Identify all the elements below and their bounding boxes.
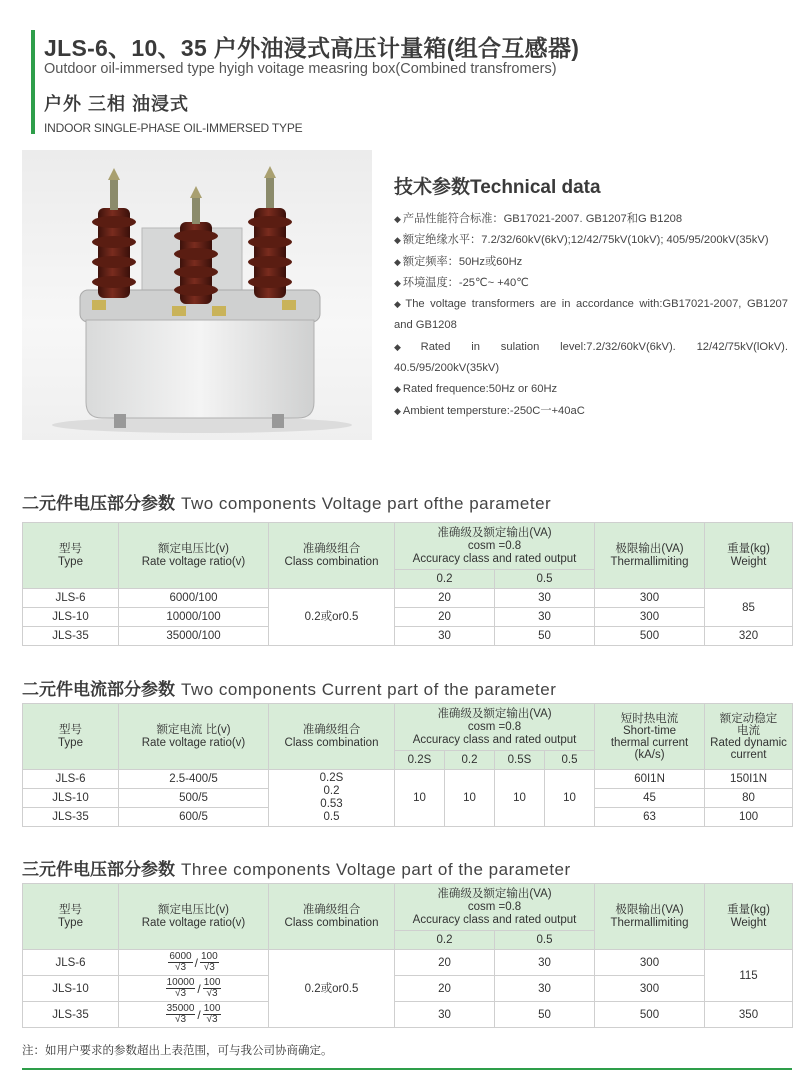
header-accuracy: 准确级及额定输出(VA) cosm =0.8 Accuracy class and rated output (395, 523, 595, 570)
weight-cell: 85 (705, 589, 793, 627)
table-row: JLS-35 600/5 63 100 (23, 808, 793, 827)
tech-item: ◆ 环境温度：-25℃~ +40℃ (394, 276, 529, 289)
class-cell: 0.2S 0.2 0.53 0.5 (269, 770, 395, 827)
diamond-bullet-icon: ◆ (394, 256, 401, 267)
ratio-fraction-cell: $\frac{6000}{√3}$ / $\frac{100}{√3}$ (119, 950, 269, 976)
page-title-english: Outdoor oil-immersed type hyigh voitage measring box(Combined transfromers) (44, 61, 557, 77)
title-accent-bar (31, 30, 35, 134)
bottom-divider (22, 1068, 792, 1070)
section-title-voltage-two: 二元件电压部分参数 Two components Voltage part ofthe parameter (22, 494, 552, 513)
section-title-voltage-three: 三元件电压部分参数 Three components Voltage part of the parameter (22, 860, 571, 879)
header-type: 型号 Type (23, 704, 119, 770)
table-row: JLS-35 $\frac{35000}{√3}$ / $\frac{100}{√3}$ 30 50 500 350 (23, 1002, 793, 1028)
ratio-fraction-cell: $\frac{10000}{√3}$ / $\frac{100}{√3}$ (119, 976, 269, 1002)
header-weight: 重量(kg) Weight (705, 523, 793, 589)
table-row: JLS-6 2.5-400/5 0.2S 0.2 0.53 0.5 10 10 10 10 60I1N 150I1N (23, 770, 793, 789)
table-row: JLS-6 6000/100 0.2或or0.5 20 30 300 85 (23, 589, 793, 608)
header-acc-col: 0.2 (395, 931, 495, 950)
diamond-bullet-icon: ◆ (394, 235, 401, 246)
header-acc-col: 0.2 (395, 570, 495, 589)
header-accuracy: 准确级及额定输出(VA) cosm =0.8 Accuracy class and rated output (395, 704, 595, 751)
product-photo (22, 150, 372, 440)
header-acc-col: 0.2 (445, 751, 495, 770)
insulator-right (248, 166, 292, 298)
page-subtitle-english: INDOOR SINGLE-PHASE OIL-IMMERSED TYPE (44, 121, 303, 135)
transformer-illustration (22, 150, 372, 440)
technical-data-block (394, 172, 788, 422)
header-ratio: 额定电压比(v) Rate voltage ratio(v) (119, 523, 269, 589)
table-voltage-three (22, 883, 793, 1028)
class-cell: 0.2或or0.5 (269, 589, 395, 646)
table-voltage-two (22, 522, 793, 646)
ratio-fraction-cell: $\frac{35000}{√3}$ / $\frac{100}{√3}$ (119, 1002, 269, 1028)
footnote: 注：如用户要求的参数超出上表范围，可与我公司协商确定。 (22, 1045, 333, 1057)
class-cell: 0.2或or0.5 (269, 950, 395, 1028)
header-thermal: 极限输出(VA) Thermallimiting (595, 884, 705, 950)
technical-data-title: 技术参数Technical data (394, 177, 601, 198)
insulator-middle (174, 186, 218, 304)
header-acc-col: 0.5 (495, 931, 595, 950)
section-title-current-two: 二元件电流部分参数 Two components Current part of the parameter (22, 680, 557, 699)
tech-item: ◆ The voltage transformers are in accordance with:GB17021-2007, GB1207 and GB1208 (394, 298, 789, 332)
table-row: JLS-10 500/5 45 80 (23, 789, 793, 808)
tech-item: ◆ 产品性能符合标准：GB17021-2007. GB1207和G B1208 (394, 213, 683, 225)
table-row: JLS-35 35000/100 30 50 500 320 (23, 627, 793, 646)
diamond-bullet-icon: ◆ (394, 341, 419, 352)
header-type: 型号 Type (23, 884, 119, 950)
tech-item: ◆ Ambient tempersture:-250C一+40aC (394, 404, 585, 417)
table-row: JLS-10 10000/100 20 30 300 (23, 608, 793, 627)
table-row: JLS-10 $\frac{10000}{√3}$ / $\frac{100}{√3}$ 20 30 300 (23, 976, 793, 1002)
header-dynamic: 额定动稳定 电流 Rated dynamic current (705, 704, 793, 770)
tech-item: ◆ 额定绝缘水平：7.2/32/60kV(6kV);12/42/75kV(10kV); 405/95/200kV(35kV) (394, 234, 769, 247)
tech-item: ◆ Rated frequence:50Hz or 60Hz (394, 383, 558, 396)
header-class: 准确级组合 Class combination (269, 523, 395, 589)
diamond-bullet-icon: ◆ (394, 214, 401, 224)
table-row: JLS-6 $\frac{6000}{√3}$ / $\frac{100}{√3}$ 0.2或or0.5 20 30 300 115 (23, 950, 793, 976)
diamond-bullet-icon: ◆ (394, 384, 401, 395)
table-current-two (22, 703, 793, 827)
header-ratio: 额定电压比(v) Rate voltage ratio(v) (119, 884, 269, 950)
diamond-bullet-icon: ◆ (394, 405, 401, 416)
page-subtitle: 户外 三相 油浸式 (44, 94, 190, 114)
diamond-bullet-icon: ◆ (394, 299, 404, 310)
header-acc-col: 0.5S (495, 751, 545, 770)
tech-item: ◆ Rated in sulation level:7.2/32/60kV(6kV). 12/42/75kV(lOkV). 40.5/95/200kV(35kV) (394, 340, 788, 375)
diamond-bullet-icon: ◆ (394, 277, 401, 288)
header-class: 准确级组合 Class combination (269, 704, 395, 770)
header-weight: 重量(kg) Weight (705, 884, 793, 950)
header-thermal: 极限输出(VA) Thermallimiting (595, 523, 705, 589)
header-type: 型号 Type (23, 523, 119, 589)
header-ratio: 额定电流 比(v) Rate voltage ratio(v) (119, 704, 269, 770)
header-accuracy: 准确级及额定输出(VA) cosm =0.8 Accuracy class and rated output (395, 884, 595, 931)
header-class: 准确级组合 Class combination (269, 884, 395, 950)
header-acc-col: 0.5 (495, 570, 595, 589)
insulator-left (92, 168, 136, 298)
header-acc-col: 0.2S (395, 751, 445, 770)
tech-item: ◆ 额定频率：50Hz或60Hz (394, 255, 523, 268)
header-short-time: 短时热电流 Short-time thermal current (kA/s) (595, 704, 705, 770)
header-acc-col: 0.5 (545, 751, 595, 770)
page-title: JLS-6、10、35 户外油浸式高压计量箱(组合互感器) (44, 35, 580, 61)
weight-cell: 115 (705, 950, 793, 1002)
